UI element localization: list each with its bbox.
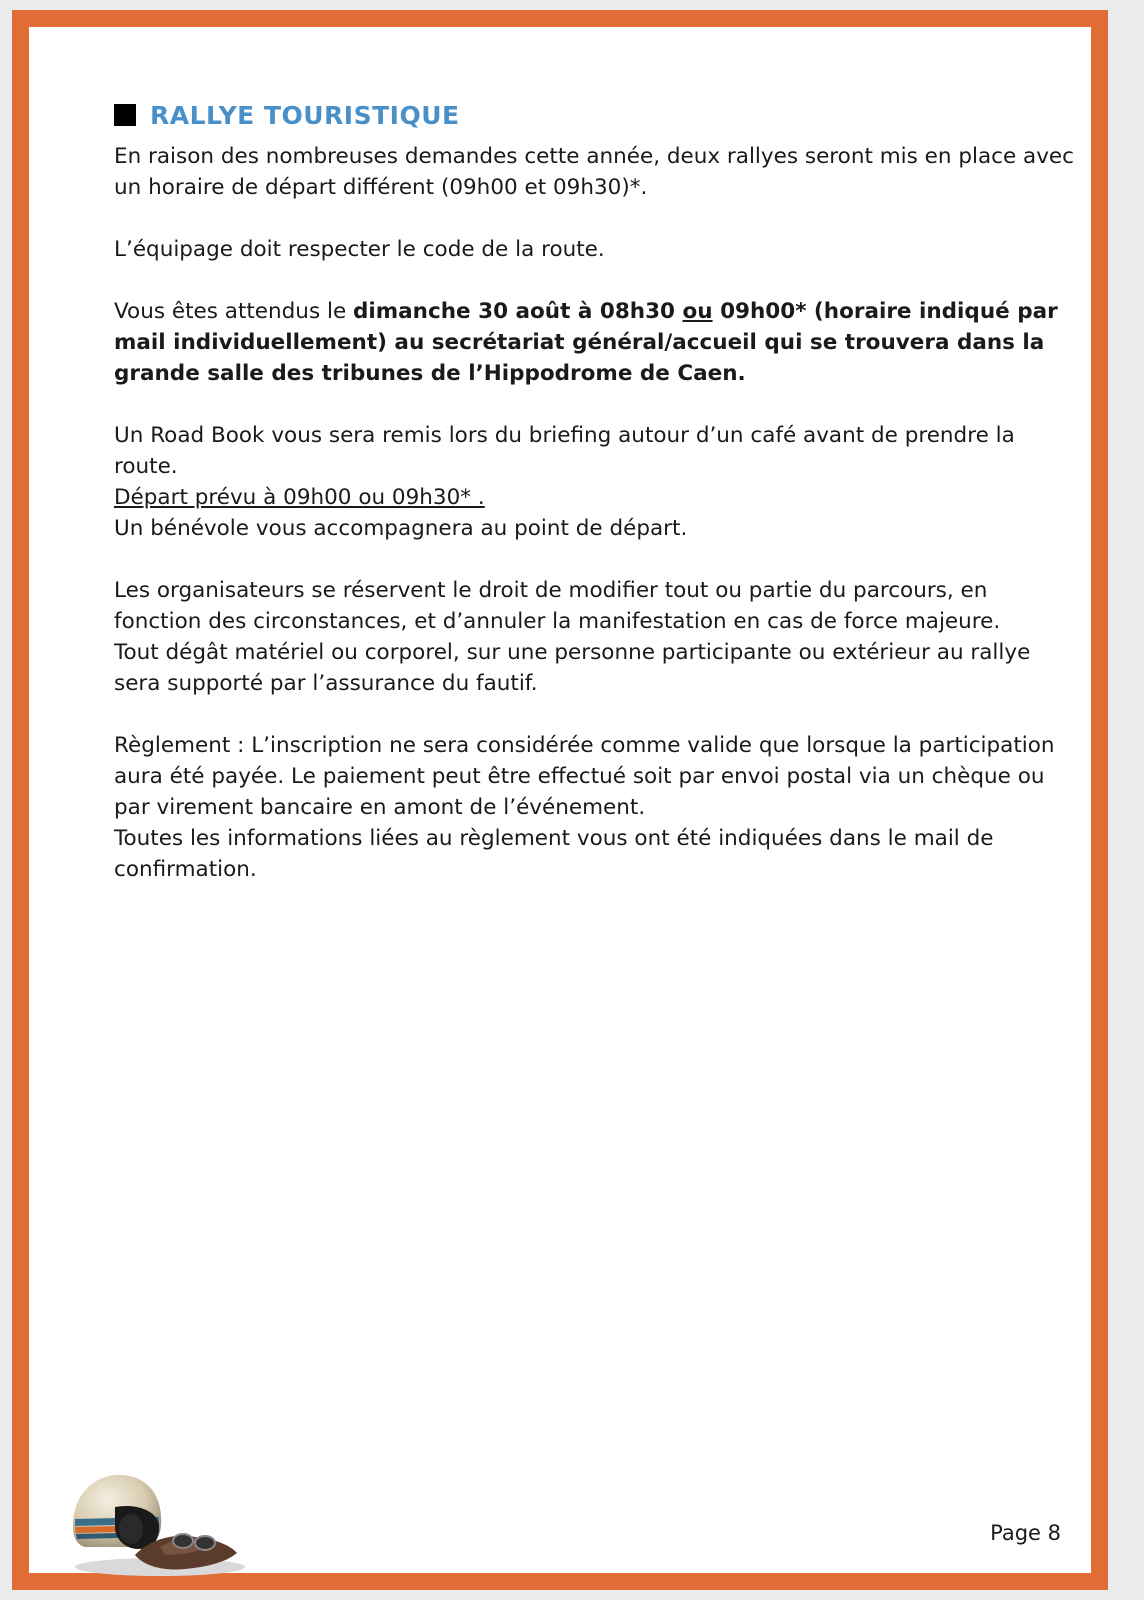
paragraph-payment (114, 730, 1074, 885)
payment-line: Règlement : L’inscription ne sera considérée comme valide que lorsque la participation aura été payée. Le paiement peut être effectué soit par envoi postal via un chèque ou par virement bancaire en amont de l’événement. (114, 733, 1055, 820)
paragraph-roadbook (114, 420, 1074, 544)
paragraph-organisers (114, 575, 1074, 699)
departure-time-line: Départ prévu à 09h00 ou 09h30* . (114, 485, 485, 510)
page-number: Page 8 (990, 1521, 1061, 1545)
paragraph-code-route: L’équipage doit respecter le code de la route. (114, 237, 605, 262)
document-page (12, 10, 1108, 1590)
schedule-ou: ou (682, 299, 713, 324)
page-content (114, 97, 1074, 885)
schedule-details: 09h00* (horaire indiqué par mail individuellement) au secrétariat général/accueil qui se trouvera dans la grande salle des tribunes de l’Hippodrome de Caen. (114, 299, 1058, 386)
square-bullet-icon (114, 104, 136, 126)
schedule-prefix: Vous êtes attendus le (114, 299, 354, 324)
schedule-date: dimanche 30 août à 08h30 (353, 299, 683, 324)
helmet-and-gloves-icon (65, 1467, 255, 1582)
volunteer-line: Un bénévole vous accompagnera au point de départ. (114, 516, 688, 541)
organisers-line: Les organisateurs se réservent le droit de modifier tout ou partie du parcours, en fonction des circonstances, et d’annuler la manifestation en cas de force majeure. (114, 578, 1001, 634)
damage-line: Tout dégât matériel ou corporel, sur une personne participante ou extérieur au rallye sera supporté par l’assurance du fautif. (114, 640, 1031, 696)
payment-info-line: Toutes les informations liées au règlement vous ont été indiquées dans le mail de confirmation. (114, 826, 994, 882)
section-heading (114, 97, 1074, 133)
paragraph-schedule (114, 296, 1074, 389)
section-title: RALLYE TOURISTIQUE (150, 100, 460, 130)
paragraph-intro: En raison des nombreuses demandes cette année, deux rallyes seront mis en place avec un horaire de départ différent (09h00 et 09h30)*. (114, 144, 1074, 200)
roadbook-line: Un Road Book vous sera remis lors du briefing autour d’un café avant de prendre la route. (114, 423, 1015, 479)
